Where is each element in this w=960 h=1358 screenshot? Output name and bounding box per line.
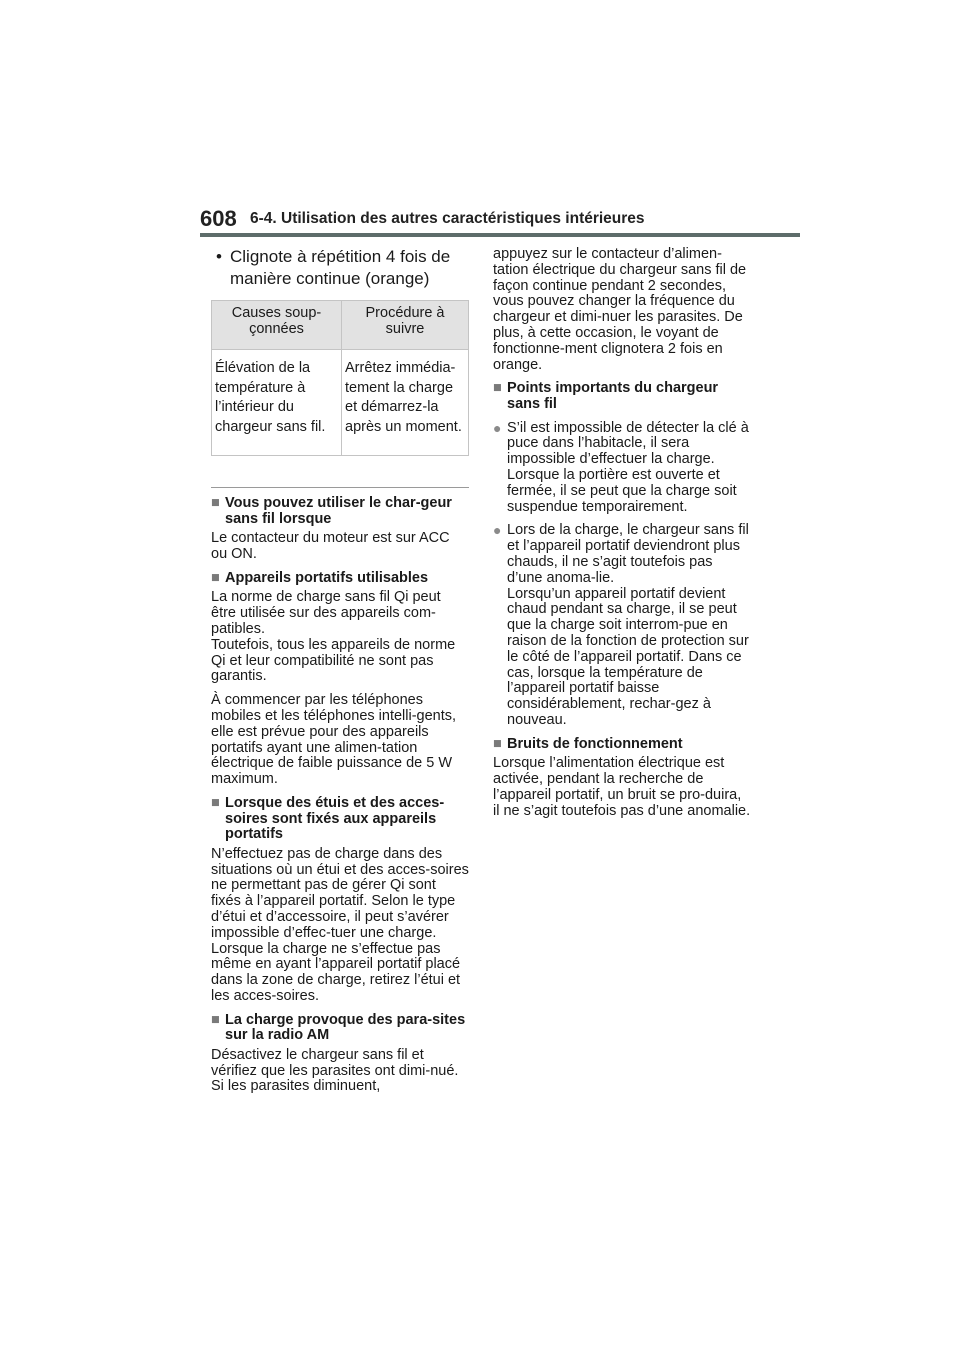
paragraph: Lorsque l’alimentation électrique est activée, pendant la recherche de l’appareil portatif, un bruit se pro-duira, il ne s’agit toutefois pas d’une anomalie.	[493, 755, 751, 819]
table-cell-procedure: Arrêtez immédia-tement la charge et démarrez-la après un moment.	[342, 350, 469, 456]
section-title: 6-4. Utilisation des autres caractéristiques intérieures	[250, 210, 645, 227]
circle-bullet-icon: ●	[493, 522, 502, 539]
paragraph: appuyez sur le contacteur d’alimen-tation électrique du chargeur sans fil de façon continue pendant 2 secondes, vous pouvez changer la fréquence du chargeur et dimi-nuer les parasites. De plus, à cette occasion, le voyant de fonctionne-ment clignotera 2 fois en orange.	[493, 246, 747, 373]
square-bullet-icon: ■	[211, 1011, 220, 1028]
paragraph: À commencer par les téléphones mobiles et les téléphones intelli-gents, elle est prévue pour des appareils portatifs ayant une alimen-tation électrique de faible puissance de 5 W maximum.	[211, 692, 457, 788]
list-item: ● Lors de la charge, le chargeur sans fil et l’appareil portatif deviendront plus chauds, il ne s’agit toutefois pas d’une anoma-lie. Lorsqu’un appareil portatif devient chaud pendant sa charge, il se peut que la charge soit interrom-pue en raison de la fonction de protection sur le côté de l’appareil portatif. Dans ce cas, lorsque la température de l’appareil portatif baisse considérablement, rechar-gez à nouveau.	[493, 522, 749, 728]
left-column	[211, 246, 469, 1095]
subheading-am-radio-noise: ■ La charge provoque des para-sites sur la radio AM	[211, 1011, 466, 1044]
circle-bullet-icon: ●	[493, 419, 502, 436]
page-header	[200, 206, 800, 236]
subheading-cases-accessories: ■ Lorsque des étuis et des acces-soires sont fixés aux appareils portatifs	[211, 794, 445, 843]
dot-bullet-icon: •	[216, 247, 222, 266]
table-row	[212, 350, 469, 456]
table-header-cell: Procédure à suivre	[342, 301, 469, 350]
square-bullet-icon: ■	[493, 735, 502, 752]
subheading-usage-conditions: ■ Vous pouvez utiliser le char-geur sans fil lorsque	[211, 495, 452, 527]
header-divider	[200, 233, 800, 237]
section-divider	[211, 487, 469, 488]
paragraph: Le contacteur du moteur est sur ACC ou ON.	[211, 530, 450, 562]
right-column	[493, 247, 751, 819]
table-header-cell: Causes soup-çonnées	[212, 301, 342, 350]
list-item: ● S’il est impossible de détecter la clé à puce dans l’habitacle, il sera impossible d’effectuer la charge. Lorsque la portière est ouverte et fermée, il se peut que la charge soit suspendue temporairement.	[493, 419, 749, 515]
table-header-row	[212, 301, 469, 350]
paragraph: N’effectuez pas de charge dans des situations où un étui et des acces-soires ne permettant pas de gérer Qi sont fixés à l’appareil portatif. Selon le type d’étui et d’accessoire, il peut s’avérer impossible d’effec-tuer une charge. Lorsque la charge ne s’effectue pas même en ayant l’appareil portatif placé dans la zone de charge, retirez l’étui et les acces-soires.	[211, 845, 469, 1004]
intro-bullet-text: Clignote à répétition 4 fois de manière continue (orange)	[230, 247, 451, 288]
subheading-operating-noise: ■ Bruits de fonctionnement	[493, 735, 683, 752]
paragraph: Désactivez le chargeur sans fil et vérifiez que les parasites ont dimi-nué. Si les parasites diminuent,	[211, 1046, 459, 1095]
square-bullet-icon: ■	[211, 794, 220, 811]
paragraph: La norme de charge sans fil Qi peut être utilisée sur des appareils com-patibles. Toutefois, tous les appareils de norme Qi et leur compatibilité ne sont pas garantis.	[211, 589, 456, 685]
page-number: 608	[200, 206, 237, 231]
intro-bullet	[211, 246, 469, 290]
square-bullet-icon: ■	[211, 495, 220, 511]
table-cell-cause: Élévation de la température à l’intérieur du chargeur sans fil.	[212, 350, 342, 456]
square-bullet-icon: ■	[211, 569, 220, 586]
square-bullet-icon: ■	[493, 380, 502, 397]
causes-table	[211, 300, 469, 456]
subheading-compatible-devices: ■ Appareils portatifs utilisables	[211, 569, 429, 586]
subheading-important-points: ■ Points importants du chargeur sans fil	[493, 380, 719, 412]
